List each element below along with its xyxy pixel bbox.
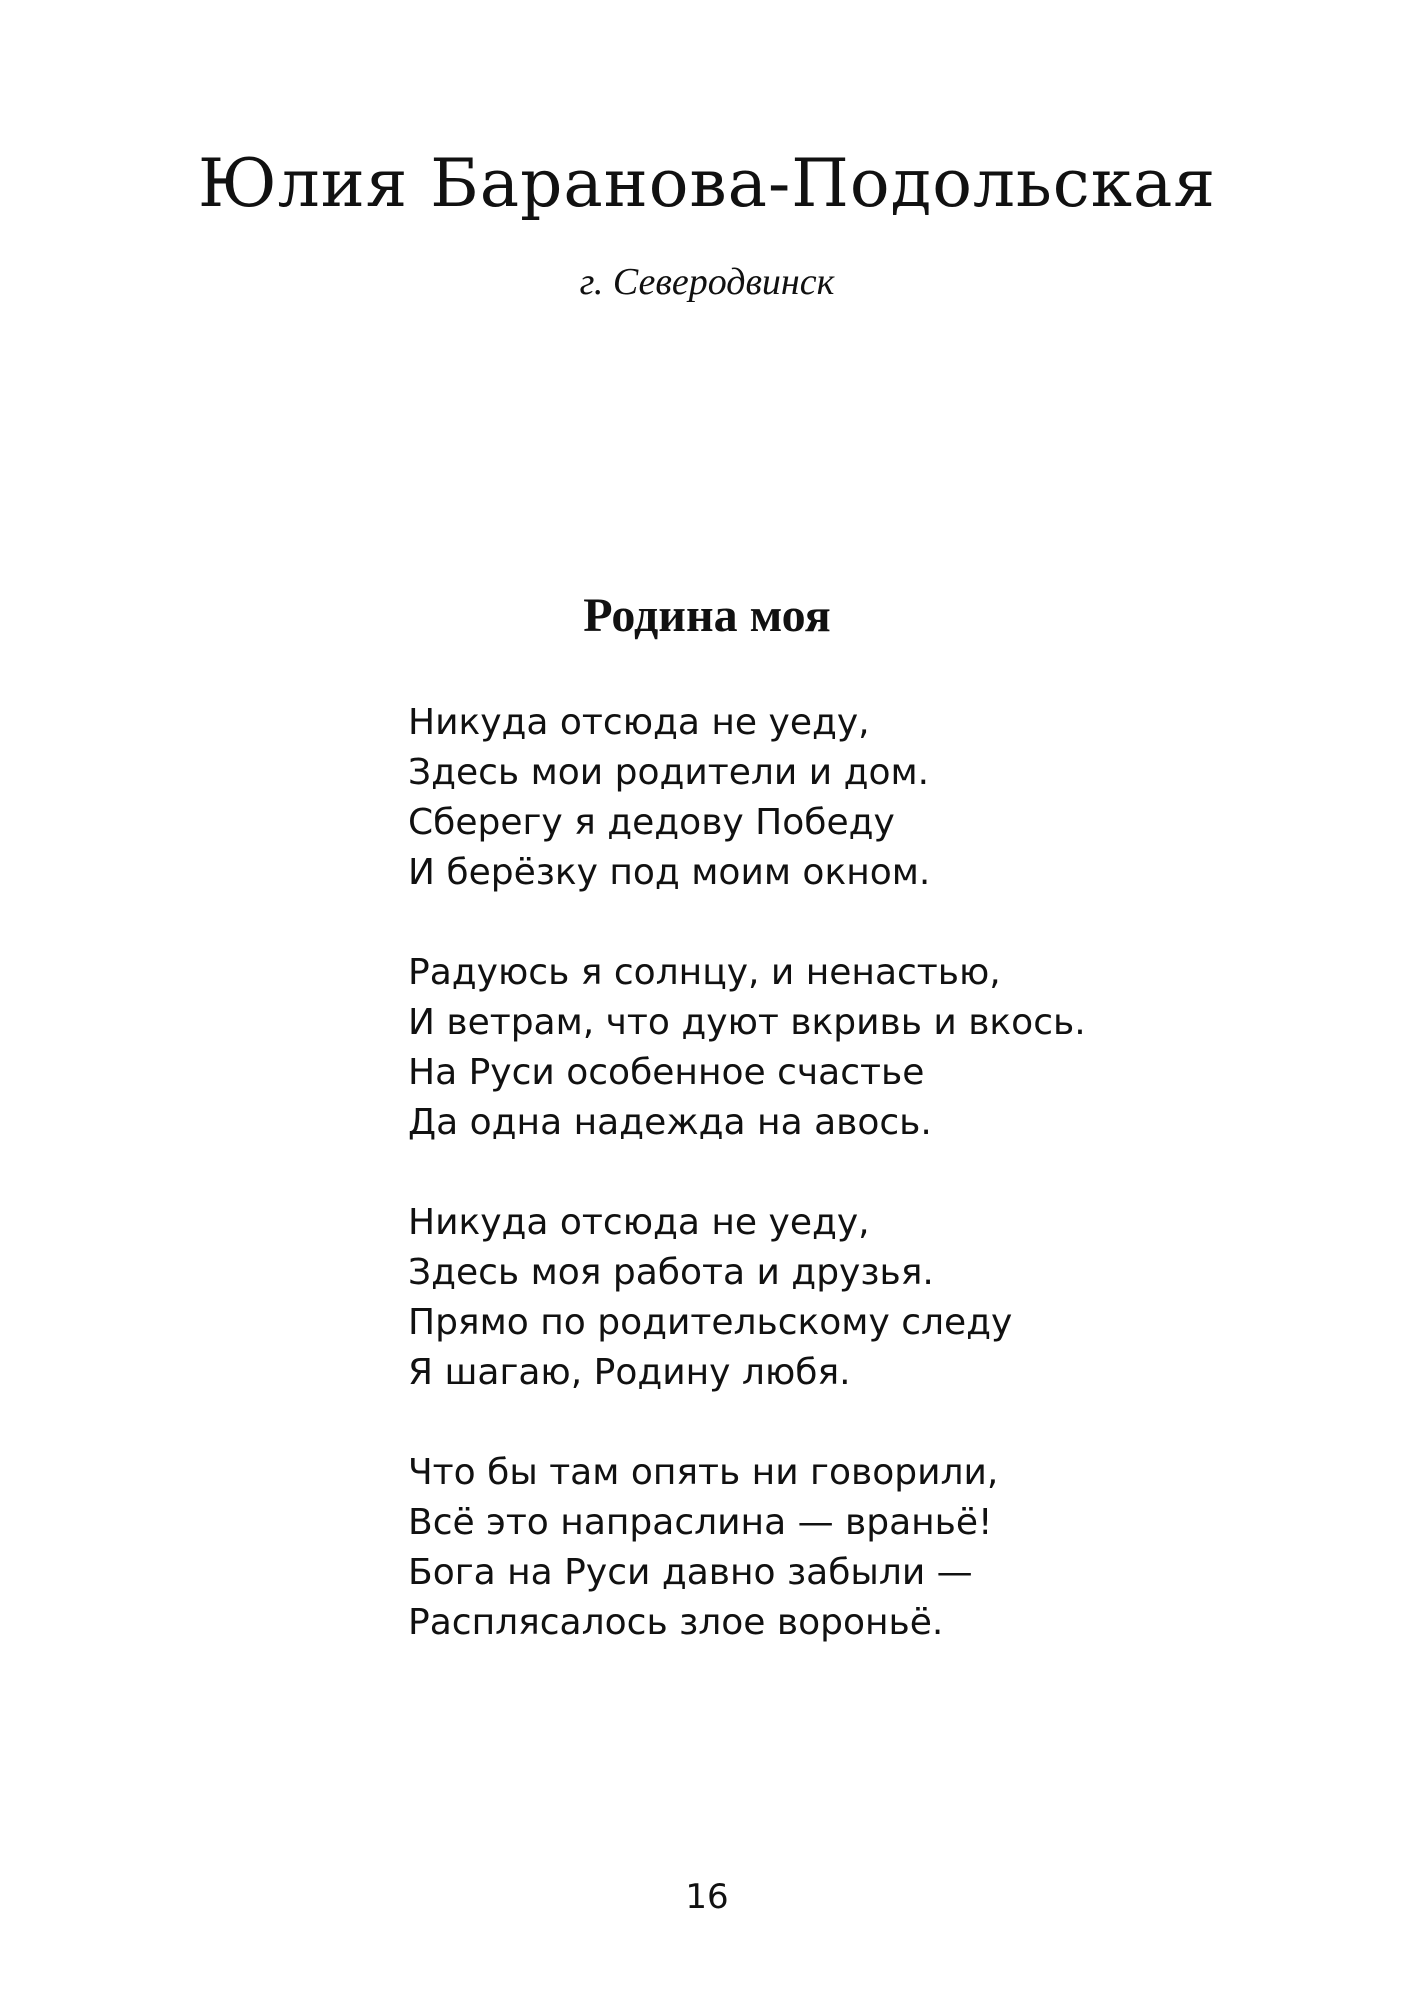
poem-line: Никуда отсюда не уеду, bbox=[408, 1202, 870, 1243]
poem-line: Здесь моя работа и друзья. bbox=[408, 1252, 934, 1293]
poem-line: Радуюсь я солнцу, и ненастью, bbox=[408, 952, 1001, 993]
poem-line: Сберегу я дедову Победу bbox=[408, 802, 895, 843]
stanza-1 bbox=[408, 698, 1208, 898]
poem-line: Всё это напраслина — враньё! bbox=[408, 1502, 993, 1543]
page-number: 16 bbox=[685, 1877, 729, 1917]
stanza-3 bbox=[408, 1198, 1208, 1398]
poem-line: Никуда отсюда не уеду, bbox=[408, 702, 870, 743]
author-city: г. Северодвинск bbox=[579, 261, 835, 303]
poem-line: Да одна надежда на авось. bbox=[408, 1102, 932, 1143]
poem-line: На Руси особенное счастье bbox=[408, 1052, 925, 1093]
poem-line: Я шагаю, Родину любя. bbox=[408, 1352, 851, 1393]
stanza-4 bbox=[408, 1448, 1208, 1648]
poem-line: Расплясалось злое вороньё. bbox=[408, 1602, 944, 1643]
poem-line: Что бы там опять ни говорили, bbox=[408, 1452, 999, 1493]
poem-title: Родина моя bbox=[583, 589, 831, 642]
poem-line: Здесь мои родители и дом. bbox=[408, 752, 930, 793]
poem-line: Бога на Руси давно забыли — bbox=[408, 1552, 973, 1593]
poem-line: Прямо по родительскому следу bbox=[408, 1302, 1013, 1343]
poem-body bbox=[408, 698, 1208, 1698]
poem-line: И берёзку под моим окном. bbox=[408, 852, 931, 893]
author-name: Юлия Баранова-Подольская bbox=[198, 145, 1216, 222]
poem-line: И ветрам, что дуют вкривь и вкось. bbox=[408, 1002, 1086, 1043]
stanza-2 bbox=[408, 948, 1208, 1148]
